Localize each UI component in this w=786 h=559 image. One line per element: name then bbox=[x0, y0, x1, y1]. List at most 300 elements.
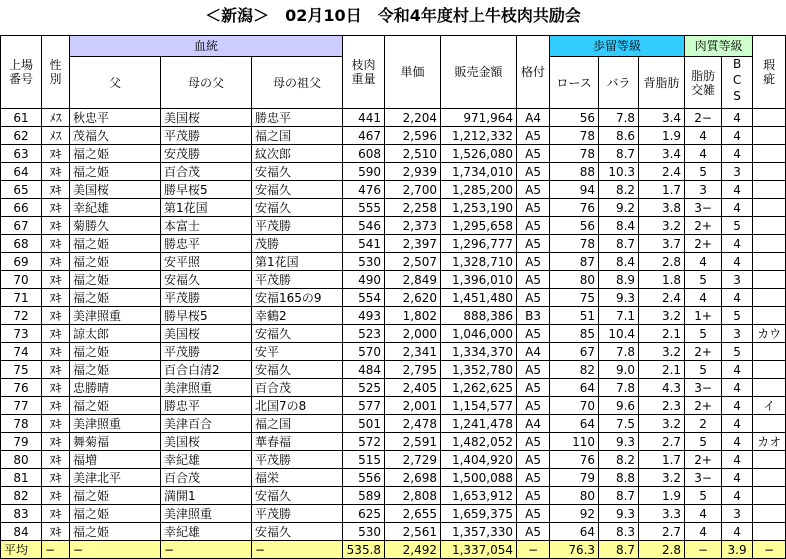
rib-eye-cell: 80 bbox=[550, 487, 599, 505]
sale-amount-header: 販売金額 bbox=[441, 36, 517, 109]
bcs-cell: 4 bbox=[722, 289, 753, 307]
average-dam-grandsire-cell: − bbox=[252, 541, 343, 559]
carcass-weight-cell: 608 bbox=[343, 145, 385, 163]
dam-grandsire-cell: 第1花国 bbox=[252, 253, 343, 271]
unit-price-cell: 2,561 bbox=[385, 523, 441, 541]
grade-cell: A5 bbox=[517, 433, 550, 451]
rib-cell: 8.7 bbox=[599, 145, 639, 163]
meat-quality-header: 肉質等級 bbox=[685, 36, 753, 57]
marbling-cell: 5 bbox=[685, 361, 722, 379]
rib-eye-cell: 82 bbox=[550, 361, 599, 379]
rib-eye-cell: 75 bbox=[550, 289, 599, 307]
table-row bbox=[1, 325, 786, 343]
rib-cell: 10.4 bbox=[599, 325, 639, 343]
average-backfat-cell: 2.8 bbox=[639, 541, 685, 559]
table-row bbox=[1, 271, 786, 289]
table-row bbox=[1, 145, 786, 163]
bcs-cell: 3 bbox=[722, 325, 753, 343]
backfat-cell: 3.7 bbox=[639, 235, 685, 253]
lot-no-cell: 67 bbox=[1, 217, 42, 235]
defect-cell bbox=[753, 181, 786, 199]
rib-cell: 8.7 bbox=[599, 487, 639, 505]
grade-cell: A4 bbox=[517, 109, 550, 127]
grade-cell: A5 bbox=[517, 397, 550, 415]
carcass-weight-cell: 625 bbox=[343, 505, 385, 523]
table-row bbox=[1, 289, 786, 307]
carcass-weight-header bbox=[343, 36, 385, 109]
backfat-cell: 2.8 bbox=[639, 253, 685, 271]
lot-no-cell: 65 bbox=[1, 181, 42, 199]
page-title: ＜新潟＞ 02月10日 令和4年度村上牛枝肉共励会 bbox=[205, 6, 581, 25]
defect-cell bbox=[753, 505, 786, 523]
carcass-weight-cell: 589 bbox=[343, 487, 385, 505]
rib-cell: 7.5 bbox=[599, 415, 639, 433]
table-row bbox=[1, 361, 786, 379]
carcass-weight-cell: 501 bbox=[343, 415, 385, 433]
grade-cell: A4 bbox=[517, 343, 550, 361]
rib-cell: 8.6 bbox=[599, 127, 639, 145]
sire-cell: 福之姫 bbox=[70, 289, 161, 307]
rib-cell: 8.9 bbox=[599, 271, 639, 289]
unit-price-cell: 2,808 bbox=[385, 487, 441, 505]
dam-grandsire-cell: 幸鶴2 bbox=[252, 307, 343, 325]
marbling-cell: 5 bbox=[685, 163, 722, 181]
sale-amount-cell: 1,285,200 bbox=[441, 181, 517, 199]
rib-eye-cell: 70 bbox=[550, 397, 599, 415]
bcs-header bbox=[722, 57, 753, 109]
rib-cell: 7.1 bbox=[599, 307, 639, 325]
sire-cell: 福之姫 bbox=[70, 361, 161, 379]
dam-grandsire-cell: 安福久 bbox=[252, 487, 343, 505]
sex-cell: ﾒｽ bbox=[42, 127, 70, 145]
marbling-cell: 2+ bbox=[685, 235, 722, 253]
sex-cell: ﾇｷ bbox=[42, 415, 70, 433]
sex-header bbox=[42, 36, 70, 109]
backfat-cell: 3.2 bbox=[639, 307, 685, 325]
backfat-cell: 3.8 bbox=[639, 199, 685, 217]
carcass-weight-cell: 476 bbox=[343, 181, 385, 199]
unit-price-cell: 2,204 bbox=[385, 109, 441, 127]
average-sale-amount-cell: 1,337,054 bbox=[441, 541, 517, 559]
backfat-cell: 1.9 bbox=[639, 487, 685, 505]
sire-cell: 美津照重 bbox=[70, 307, 161, 325]
lot-no-cell: 69 bbox=[1, 253, 42, 271]
table-row bbox=[1, 487, 786, 505]
defect-cell bbox=[753, 199, 786, 217]
table-body bbox=[1, 109, 786, 559]
carcass-weight-header-label: 枝肉重量 bbox=[351, 58, 376, 86]
dam-grandsire-cell: 百合茂 bbox=[252, 379, 343, 397]
lot-no-cell: 84 bbox=[1, 523, 42, 541]
carcass-weight-cell: 590 bbox=[343, 163, 385, 181]
rib-cell: 7.8 bbox=[599, 379, 639, 397]
rib-eye-cell: 87 bbox=[550, 253, 599, 271]
sire-cell: 忠勝晴 bbox=[70, 379, 161, 397]
average-sire-cell: − bbox=[70, 541, 161, 559]
dam-sire-cell: 安平照 bbox=[161, 253, 252, 271]
dam-grandsire-cell: 平茂勝 bbox=[252, 271, 343, 289]
dam-grandsire-cell: 福之国 bbox=[252, 127, 343, 145]
backfat-cell: 3.4 bbox=[639, 145, 685, 163]
sex-cell: ﾇｷ bbox=[42, 307, 70, 325]
bcs-cell: 4 bbox=[722, 487, 753, 505]
marbling-cell: 2 bbox=[685, 415, 722, 433]
table-row bbox=[1, 451, 786, 469]
sex-cell: ﾇｷ bbox=[42, 199, 70, 217]
carcass-weight-cell: 556 bbox=[343, 469, 385, 487]
backfat-cell: 2.3 bbox=[639, 397, 685, 415]
sale-amount-cell: 1,396,010 bbox=[441, 271, 517, 289]
backfat-cell: 1.9 bbox=[639, 127, 685, 145]
lot-no-cell: 78 bbox=[1, 415, 42, 433]
average-marbling-cell: − bbox=[685, 541, 722, 559]
rib-cell: 9.2 bbox=[599, 199, 639, 217]
sire-cell: 福之姫 bbox=[70, 397, 161, 415]
defect-cell: カオ bbox=[753, 433, 786, 451]
grade-cell: A5 bbox=[517, 235, 550, 253]
defect-cell bbox=[753, 271, 786, 289]
lot-no-header bbox=[1, 36, 42, 109]
average-defect-cell: − bbox=[753, 541, 786, 559]
grade-cell: A5 bbox=[517, 127, 550, 145]
bcs-cell: 4 bbox=[722, 253, 753, 271]
table-row bbox=[1, 379, 786, 397]
unit-price-cell: 2,698 bbox=[385, 469, 441, 487]
rib-eye-cell: 79 bbox=[550, 469, 599, 487]
defect-cell bbox=[753, 343, 786, 361]
sale-amount-cell: 1,526,080 bbox=[441, 145, 517, 163]
marbling-cell: 3− bbox=[685, 469, 722, 487]
lot-no-cell: 73 bbox=[1, 325, 42, 343]
dam-sire-cell: 百合茂 bbox=[161, 469, 252, 487]
dam-grandsire-cell: 安福久 bbox=[252, 523, 343, 541]
rib-cell: 7.8 bbox=[599, 343, 639, 361]
sale-amount-cell: 1,295,658 bbox=[441, 217, 517, 235]
dam-sire-cell: 本富士 bbox=[161, 217, 252, 235]
backfat-cell: 3.2 bbox=[639, 415, 685, 433]
sale-amount-cell: 1,154,577 bbox=[441, 397, 517, 415]
rib-eye-cell: 51 bbox=[550, 307, 599, 325]
rib-eye-cell: 56 bbox=[550, 109, 599, 127]
dam-grandsire-header: 母の祖父 bbox=[252, 57, 343, 109]
sex-cell: ﾇｷ bbox=[42, 217, 70, 235]
sex-cell: ﾇｷ bbox=[42, 163, 70, 181]
sale-amount-cell: 1,328,710 bbox=[441, 253, 517, 271]
sale-amount-cell: 1,253,190 bbox=[441, 199, 517, 217]
dam-grandsire-cell: 平茂勝 bbox=[252, 217, 343, 235]
grade-cell: A4 bbox=[517, 415, 550, 433]
unit-price-cell: 2,510 bbox=[385, 145, 441, 163]
sale-amount-cell: 1,482,052 bbox=[441, 433, 517, 451]
table-row bbox=[1, 307, 786, 325]
defect-cell: カウ bbox=[753, 325, 786, 343]
defect-cell bbox=[753, 253, 786, 271]
carcass-weight-cell: 577 bbox=[343, 397, 385, 415]
bcs-cell: 4 bbox=[722, 523, 753, 541]
bcs-cell: 4 bbox=[722, 433, 753, 451]
backfat-cell: 3.2 bbox=[639, 217, 685, 235]
lot-no-cell: 82 bbox=[1, 487, 42, 505]
sex-cell: ﾇｷ bbox=[42, 433, 70, 451]
carcass-weight-cell: 484 bbox=[343, 361, 385, 379]
unit-price-cell: 2,939 bbox=[385, 163, 441, 181]
sex-cell: ﾇｷ bbox=[42, 469, 70, 487]
backfat-cell: 1.7 bbox=[639, 451, 685, 469]
carcass-weight-cell: 541 bbox=[343, 235, 385, 253]
average-lot-no-cell: 平均 bbox=[1, 541, 42, 559]
marbling-header bbox=[685, 57, 722, 109]
bcs-cell: 4 bbox=[722, 469, 753, 487]
defect-cell: イ bbox=[753, 397, 786, 415]
sire-cell: 諒太郎 bbox=[70, 325, 161, 343]
average-rib-cell: 8.7 bbox=[599, 541, 639, 559]
carcass-weight-cell: 554 bbox=[343, 289, 385, 307]
grade-cell: A5 bbox=[517, 217, 550, 235]
sire-cell: 美津北平 bbox=[70, 469, 161, 487]
sex-cell: ﾇｷ bbox=[42, 361, 70, 379]
bcs-cell: 5 bbox=[722, 343, 753, 361]
bcs-cell: 5 bbox=[722, 217, 753, 235]
sex-cell: ﾇｷ bbox=[42, 379, 70, 397]
sire-cell: 舞菊福 bbox=[70, 433, 161, 451]
backfat-cell: 4.3 bbox=[639, 379, 685, 397]
table-row bbox=[1, 343, 786, 361]
marbling-header-label: 脂肪交雑 bbox=[691, 68, 716, 97]
bcs-cell: 4 bbox=[722, 127, 753, 145]
dam-sire-cell: 平茂勝 bbox=[161, 127, 252, 145]
backfat-cell: 3.3 bbox=[639, 505, 685, 523]
defect-cell bbox=[753, 289, 786, 307]
rib-eye-header: ロース bbox=[550, 57, 599, 109]
lot-no-header-label: 上場番号 bbox=[9, 58, 34, 86]
defect-cell bbox=[753, 217, 786, 235]
dam-sire-cell: 安茂勝 bbox=[161, 145, 252, 163]
bcs-cell: 4 bbox=[722, 145, 753, 163]
unit-price-cell: 2,001 bbox=[385, 397, 441, 415]
defect-cell bbox=[753, 127, 786, 145]
lot-no-cell: 81 bbox=[1, 469, 42, 487]
carcass-weight-cell: 493 bbox=[343, 307, 385, 325]
marbling-cell: 5 bbox=[685, 271, 722, 289]
average-carcass-weight-cell: 535.8 bbox=[343, 541, 385, 559]
dam-grandsire-cell: 安平 bbox=[252, 343, 343, 361]
dam-sire-cell: 百合茂 bbox=[161, 163, 252, 181]
sire-cell: 福之姫 bbox=[70, 163, 161, 181]
dam-grandsire-cell: 安福久 bbox=[252, 163, 343, 181]
sire-cell: 福之姫 bbox=[70, 271, 161, 289]
unit-price-cell: 2,405 bbox=[385, 379, 441, 397]
defect-cell bbox=[753, 379, 786, 397]
backfat-cell: 3.2 bbox=[639, 469, 685, 487]
backfat-cell: 2.4 bbox=[639, 163, 685, 181]
defect-cell bbox=[753, 469, 786, 487]
defect-cell bbox=[753, 145, 786, 163]
grade-cell: A5 bbox=[517, 145, 550, 163]
sale-amount-cell: 1,296,777 bbox=[441, 235, 517, 253]
marbling-cell: 4 bbox=[685, 289, 722, 307]
grade-cell: A5 bbox=[517, 253, 550, 271]
sire-cell: 福之姫 bbox=[70, 343, 161, 361]
grade-cell: A5 bbox=[517, 199, 550, 217]
defect-cell bbox=[753, 487, 786, 505]
dam-grandsire-cell: 華春福 bbox=[252, 433, 343, 451]
marbling-cell: 2+ bbox=[685, 217, 722, 235]
backfat-cell: 3.4 bbox=[639, 109, 685, 127]
unit-price-cell: 2,700 bbox=[385, 181, 441, 199]
unit-price-cell: 2,478 bbox=[385, 415, 441, 433]
marbling-cell: 5 bbox=[685, 325, 722, 343]
rib-cell: 10.3 bbox=[599, 163, 639, 181]
dam-sire-cell: 勝忠平 bbox=[161, 397, 252, 415]
dam-grandsire-cell: 福之国 bbox=[252, 415, 343, 433]
sex-cell: ﾇｷ bbox=[42, 145, 70, 163]
table-row bbox=[1, 199, 786, 217]
defect-cell bbox=[753, 163, 786, 181]
grade-cell: A5 bbox=[517, 487, 550, 505]
average-bcs-cell: 3.9 bbox=[722, 541, 753, 559]
dam-grandsire-cell: 茂勝 bbox=[252, 235, 343, 253]
lot-no-cell: 74 bbox=[1, 343, 42, 361]
lot-no-cell: 77 bbox=[1, 397, 42, 415]
rib-eye-cell: 78 bbox=[550, 127, 599, 145]
dam-grandsire-cell: 安福久 bbox=[252, 325, 343, 343]
defect-header-label: 瑕疵 bbox=[763, 58, 776, 86]
sire-cell: 福増 bbox=[70, 451, 161, 469]
unit-price-cell: 2,341 bbox=[385, 343, 441, 361]
dam-sire-cell: 幸紀雄 bbox=[161, 451, 252, 469]
yield-grade-header: 歩留等級 bbox=[550, 36, 685, 57]
sex-cell: ﾇｷ bbox=[42, 487, 70, 505]
carcass-weight-cell: 467 bbox=[343, 127, 385, 145]
unit-price-cell: 2,729 bbox=[385, 451, 441, 469]
table-row bbox=[1, 181, 786, 199]
backfat-cell: 2.4 bbox=[639, 289, 685, 307]
bcs-cell: 4 bbox=[722, 379, 753, 397]
rib-cell: 9.3 bbox=[599, 433, 639, 451]
dam-grandsire-cell: 福栄 bbox=[252, 469, 343, 487]
sale-amount-cell: 971,964 bbox=[441, 109, 517, 127]
dam-sire-cell: 美津照重 bbox=[161, 379, 252, 397]
carcass-weight-cell: 525 bbox=[343, 379, 385, 397]
bcs-cell: 4 bbox=[722, 199, 753, 217]
dam-sire-cell: 安福久 bbox=[161, 271, 252, 289]
bcs-cell: 4 bbox=[722, 415, 753, 433]
table-row bbox=[1, 127, 786, 145]
grade-cell: A5 bbox=[517, 163, 550, 181]
sale-amount-cell: 888,386 bbox=[441, 307, 517, 325]
defect-header bbox=[753, 36, 786, 109]
sale-amount-cell: 1,352,780 bbox=[441, 361, 517, 379]
lot-no-cell: 64 bbox=[1, 163, 42, 181]
table-row bbox=[1, 505, 786, 523]
unit-price-cell: 1,802 bbox=[385, 307, 441, 325]
rib-cell: 8.2 bbox=[599, 181, 639, 199]
rib-cell: 9.3 bbox=[599, 289, 639, 307]
rib-cell: 8.3 bbox=[599, 523, 639, 541]
rib-eye-cell: 64 bbox=[550, 523, 599, 541]
rib-eye-cell: 94 bbox=[550, 181, 599, 199]
dam-grandsire-cell: 紋次郎 bbox=[252, 145, 343, 163]
dam-sire-cell: 平茂勝 bbox=[161, 343, 252, 361]
marbling-cell: 3− bbox=[685, 379, 722, 397]
sex-cell: ﾇｷ bbox=[42, 397, 70, 415]
sale-amount-cell: 1,241,478 bbox=[441, 415, 517, 433]
grade-cell: A5 bbox=[517, 271, 550, 289]
table-row bbox=[1, 415, 786, 433]
table-row bbox=[1, 433, 786, 451]
rib-eye-cell: 85 bbox=[550, 325, 599, 343]
sex-cell: ﾇｷ bbox=[42, 253, 70, 271]
dam-sire-cell: 美津百合 bbox=[161, 415, 252, 433]
sex-header-label: 性別 bbox=[49, 58, 62, 86]
dam-sire-cell: 百合白清2 bbox=[161, 361, 252, 379]
dam-sire-cell: 満開1 bbox=[161, 487, 252, 505]
marbling-cell: 4 bbox=[685, 145, 722, 163]
header-row-1 bbox=[1, 36, 786, 57]
sire-cell: 秋忠平 bbox=[70, 109, 161, 127]
bcs-cell: 3 bbox=[722, 163, 753, 181]
marbling-cell: 5 bbox=[685, 487, 722, 505]
grade-cell: A5 bbox=[517, 361, 550, 379]
unit-price-cell: 2,591 bbox=[385, 433, 441, 451]
rib-eye-cell: 64 bbox=[550, 379, 599, 397]
bcs-cell: 4 bbox=[722, 109, 753, 127]
dam-sire-cell: 美国桜 bbox=[161, 325, 252, 343]
backfat-header: 背脂肪 bbox=[639, 57, 685, 109]
sex-cell: ﾇｷ bbox=[42, 289, 70, 307]
carcass-weight-cell: 555 bbox=[343, 199, 385, 217]
marbling-cell: 2− bbox=[685, 109, 722, 127]
sex-cell: ﾇｷ bbox=[42, 451, 70, 469]
rib-eye-cell: 110 bbox=[550, 433, 599, 451]
average-rib-eye-cell: 76.3 bbox=[550, 541, 599, 559]
rib-eye-cell: 67 bbox=[550, 343, 599, 361]
grade-cell: A5 bbox=[517, 523, 550, 541]
sale-amount-cell: 1,659,375 bbox=[441, 505, 517, 523]
auction-results-table bbox=[0, 35, 786, 559]
sire-cell: 福之姫 bbox=[70, 235, 161, 253]
average-row bbox=[1, 541, 786, 559]
rib-eye-cell: 64 bbox=[550, 415, 599, 433]
carcass-weight-cell: 530 bbox=[343, 253, 385, 271]
sire-cell: 福之姫 bbox=[70, 253, 161, 271]
table-row bbox=[1, 217, 786, 235]
carcass-weight-cell: 570 bbox=[343, 343, 385, 361]
unit-price-cell: 2,258 bbox=[385, 199, 441, 217]
dam-grandsire-cell: 安福久 bbox=[252, 181, 343, 199]
carcass-weight-cell: 441 bbox=[343, 109, 385, 127]
average-unit-price-cell: 2,492 bbox=[385, 541, 441, 559]
carcass-weight-cell: 523 bbox=[343, 325, 385, 343]
bcs-cell: 4 bbox=[722, 451, 753, 469]
carcass-weight-cell: 530 bbox=[343, 523, 385, 541]
defect-cell bbox=[753, 415, 786, 433]
rib-eye-cell: 76 bbox=[550, 199, 599, 217]
sex-cell: ﾇｷ bbox=[42, 235, 70, 253]
sire-cell: 菊勝久 bbox=[70, 217, 161, 235]
defect-cell bbox=[753, 361, 786, 379]
lot-no-cell: 61 bbox=[1, 109, 42, 127]
marbling-cell: 5 bbox=[685, 433, 722, 451]
sale-amount-cell: 1,451,480 bbox=[441, 289, 517, 307]
dam-sire-cell: 幸紀雄 bbox=[161, 523, 252, 541]
sire-cell: 美津照重 bbox=[70, 415, 161, 433]
pedigree-header: 血統 bbox=[70, 36, 343, 57]
unit-price-cell: 2,795 bbox=[385, 361, 441, 379]
bcs-cell: 3 bbox=[722, 505, 753, 523]
sire-cell: 福之姫 bbox=[70, 145, 161, 163]
marbling-cell: 4 bbox=[685, 505, 722, 523]
